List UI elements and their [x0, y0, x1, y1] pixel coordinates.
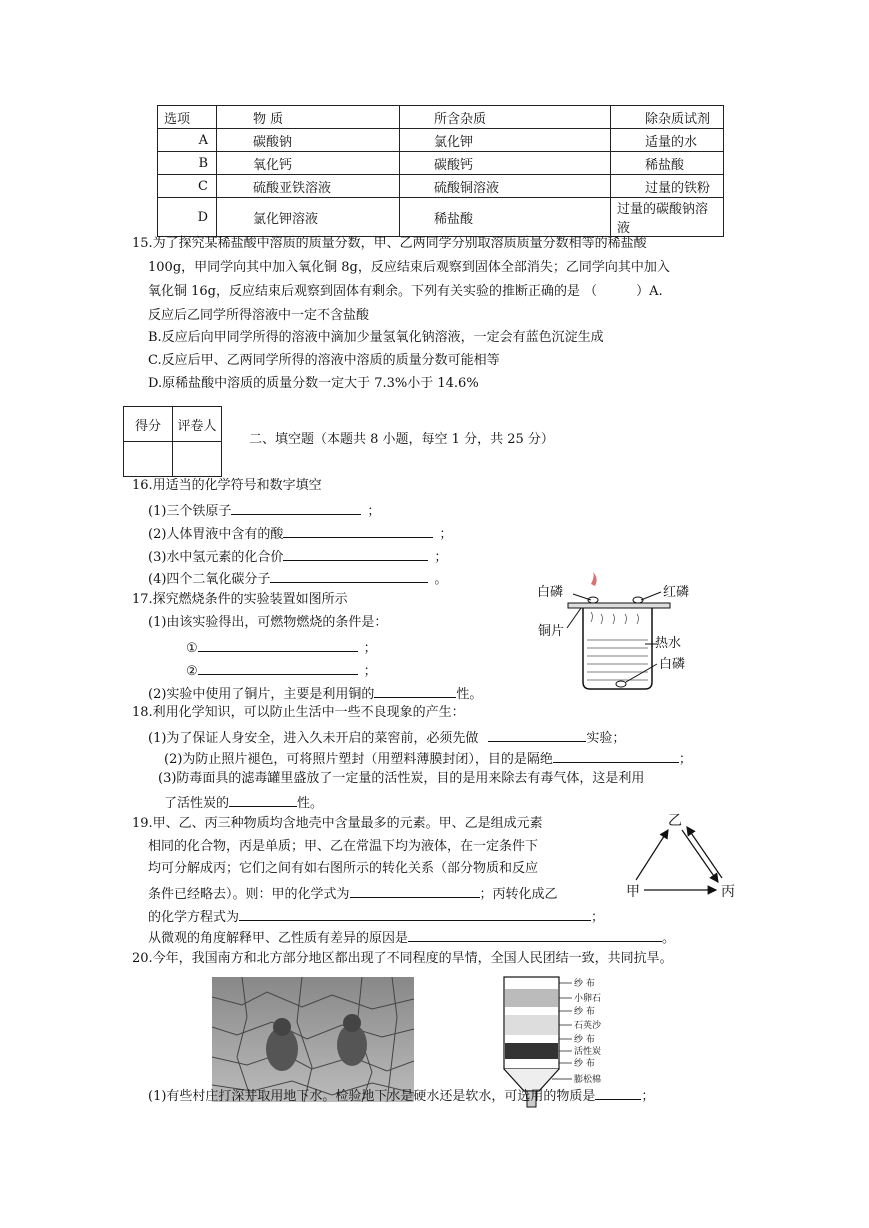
combustion-apparatus-figure [533, 572, 713, 697]
table-cell: 氯化钾 [400, 129, 611, 152]
label-red-p: 红磷 [663, 585, 690, 600]
table-header-cell: 物 质 [217, 106, 400, 129]
semicolon: ； [367, 504, 381, 519]
pebble-layer [505, 989, 558, 1007]
q18-part3: (3)防毒面具的滤毒罐里盛放了一定量的活性炭，目的是用来除去有毒气体，这是利用 [158, 771, 645, 786]
table-cell: 氧化钙 [217, 152, 400, 175]
semicolon: ； [439, 527, 453, 542]
node-jia: 甲 [626, 884, 640, 900]
arrow-bing-to-yi [687, 827, 722, 878]
table-header-row [158, 106, 724, 129]
table-cell: 氯化钾溶液 [217, 198, 400, 237]
filter-label: 膨松棉 [574, 1075, 602, 1085]
leader-line [573, 594, 591, 600]
beaker [583, 608, 652, 689]
q19-line5-text: 的化学方程式为 [148, 910, 240, 925]
label-white-p-bottom: 白磷 [659, 657, 686, 672]
q19-line6-suffix: 。 [662, 931, 676, 946]
answer-blank[interactable] [350, 885, 480, 898]
q18-part2-suffix: ； [678, 752, 692, 767]
arrow-jia-to-yi [636, 830, 668, 880]
table-cell: D [158, 198, 217, 237]
white-phosphorus-bottom [616, 681, 626, 687]
filter-label: 纱 布 [574, 1059, 595, 1069]
q19-line4-text: 条件已经略去）。则：甲的化学式为 [148, 887, 350, 902]
q16-part2 [148, 525, 452, 541]
score-box [123, 406, 222, 477]
q20-stem: 20.今年，我国南方和北方部分地区都出现了不同程度的旱情，全国人民团结一致，共同抗旱。 [132, 951, 673, 966]
leader-line [641, 592, 661, 600]
drought-photo [212, 977, 414, 1102]
q16-part3 [148, 548, 447, 564]
score-blank [124, 442, 173, 477]
q19-line6-text: 从微观的角度解释甲、乙性质有差异的原因是 [148, 931, 409, 946]
table-header-cell: 选项 [158, 106, 217, 129]
filter-label: 纱 布 [574, 1035, 595, 1045]
filter-label: 纱 布 [574, 1007, 595, 1017]
q19-line3: 均可分解成丙；它们之间有如右图所示的转化关系（部分物质和反应 [148, 861, 539, 876]
arrow-yi-to-bing [682, 830, 718, 882]
table-row [158, 152, 724, 175]
table-cell: 稀盐酸 [611, 152, 724, 175]
circle-1: ① [186, 641, 198, 656]
table-cell: 适量的水 [611, 129, 724, 152]
answer-blank[interactable] [198, 639, 358, 652]
label-white-p-top: 白磷 [537, 585, 564, 600]
answer-blank[interactable] [488, 729, 586, 742]
q20-part1-text: (1)有些村庄打深井取用地下水。检验地下水是硬水还是软水，可选用的物质是 [148, 1089, 596, 1104]
q17-part2-suffix: 性。 [456, 687, 483, 702]
q18-part1-text: (1)为了保证人身安全，进入久未开启的菜窖前，必须先做 [148, 731, 479, 746]
filter-label: 活性炭 [574, 1047, 602, 1057]
label-copper: 铜片 [538, 624, 565, 639]
table-cell: 碳酸钙 [400, 152, 611, 175]
section-title: 二、填空题（本题共 8 小题，每空 1 分，共 25 分） [249, 432, 554, 447]
q18-part2 [164, 750, 692, 766]
grader-label: 评卷人 [173, 407, 222, 442]
q20-part1 [148, 1087, 654, 1103]
filter-label: 纱 布 [574, 979, 595, 989]
q15-line1: 15.为了探究某稀盐酸中溶质的质量分数，甲、乙两同学分别取溶质质量分数相等的稀盐酸 [132, 236, 647, 251]
q15-line4: 反应后乙同学所得溶液中一定不含盐酸 [148, 308, 370, 323]
q15-option-c: C.反应后甲、乙两同学所得的溶液中溶质的质量分数可能相等 [148, 353, 500, 368]
q20-part1-suffix: ； [641, 1089, 655, 1104]
q19-line5-suffix: ； [591, 910, 605, 925]
answer-blank[interactable] [239, 908, 591, 921]
label-hot-water: 热水 [655, 636, 682, 651]
table-cell: 过量的铁粉 [611, 175, 724, 198]
q15-option-d: D.原稀盐酸中溶质的质量分数一定大于 7.3%小于 14.6% [148, 376, 479, 391]
q18-part1 [148, 729, 625, 745]
semicolon: ； [363, 641, 377, 656]
q18-part3-suffix: 性。 [297, 796, 324, 811]
q18-part3-cont [164, 794, 323, 810]
semicolon: ； [363, 664, 377, 679]
answer-blank[interactable] [553, 750, 679, 763]
circle-2: ② [186, 664, 198, 679]
answer-blank[interactable] [408, 929, 662, 942]
answer-blank[interactable] [231, 502, 361, 515]
copper-plate [568, 603, 670, 608]
q17-part2-text: (2)实验中使用了铜片，主要是利用铜的 [148, 687, 375, 702]
answer-blank[interactable] [283, 525, 433, 538]
answer-blank[interactable] [595, 1087, 641, 1100]
q16-part2-text: (2)人体胃液中含有的酸 [148, 527, 284, 542]
q17-stem: 17.探究燃烧条件的实验装置如图所示 [132, 592, 348, 607]
q16-part1-text: (1)三个铁原子 [148, 504, 232, 519]
semicolon: ； [434, 550, 448, 565]
table-cell: 硫酸铜溶液 [400, 175, 611, 198]
table-cell: 稀盐酸 [400, 198, 611, 237]
q19-line4-suffix: ；丙转化成乙 [479, 887, 558, 902]
q16-part1 [148, 502, 380, 518]
q18-stem: 18.利用化学知识，可以防止生活中一些不良现象的产生： [132, 705, 465, 720]
node-yi: 乙 [668, 813, 682, 829]
q15-option-b: B.反应后向甲同学所得的溶液中滴加少量氢氧化钠溶液，一定会有蓝色沉淀生成 [148, 330, 604, 345]
answer-blank[interactable] [229, 794, 297, 807]
q17-part2 [148, 685, 482, 701]
steam-lines [591, 612, 639, 624]
q17-part1: (1)由该实验得出，可燃物燃烧的条件是： [148, 615, 388, 630]
table-cell: B [158, 152, 217, 175]
answer-blank[interactable] [283, 548, 428, 561]
q17-condition2 [186, 662, 377, 678]
sand-layer [505, 1015, 558, 1035]
table-row [158, 175, 724, 198]
q18-part2-text: (2)为防止照片褪色，可将照片塑封（用塑料薄膜封闭），目的是隔绝 [164, 752, 553, 767]
table-cell: 碳酸钠 [217, 129, 400, 152]
q16-stem: 16.用适当的化学符号和数字填空 [132, 478, 322, 493]
carbon-layer [505, 1043, 558, 1059]
flame-icon [591, 572, 597, 586]
q15-line2: 100g，甲同学向其中加入氧化铜 8g，反应结束后观察到固体全部消失；乙同学向其中加入 [148, 260, 670, 275]
q17-condition1 [186, 639, 377, 655]
table-cell: A [158, 129, 217, 152]
table-cell: 硫酸亚铁溶液 [217, 175, 400, 198]
filter-label: 小卵石 [574, 994, 602, 1004]
q18-part3-text: 了活性炭的 [164, 796, 230, 811]
q16-part4 [148, 570, 447, 586]
q18-part1-suffix: 实验； [586, 731, 626, 746]
table-row [158, 129, 724, 152]
transformation-diagram [624, 808, 744, 900]
q16-part3-text: (3)水中氢元素的化合价 [148, 550, 284, 565]
answer-blank[interactable] [198, 662, 358, 675]
q19-line2: 相同的化合物，丙是单质；甲、乙在常温下均为液体，在一定条件下 [148, 839, 539, 854]
q15-line3: 氧化铜 16g，反应结束后观察到固体有剩余。下列有关实验的推断正确的是 （ ）A. [148, 284, 663, 299]
leader-line [567, 608, 581, 628]
grader-blank [173, 442, 222, 477]
table-header-cell: 所含杂质 [400, 106, 611, 129]
period: 。 [434, 572, 448, 587]
answer-blank[interactable] [374, 685, 456, 698]
filter-label: 石英沙 [574, 1021, 602, 1031]
q19-line6 [148, 929, 675, 945]
node-bing: 丙 [721, 884, 735, 900]
table-header-cell: 除杂质试剂 [611, 106, 724, 129]
table-row [158, 198, 724, 237]
q19-line4 [148, 885, 558, 901]
table-cell: 过量的碳酸钠溶液 [611, 198, 724, 237]
table-cell: C [158, 175, 217, 198]
options-table [157, 105, 724, 237]
q19-line1: 19.甲、乙、丙三种物质均含地壳中含量最多的元素。甲、乙是组成元素 [132, 816, 543, 831]
answer-blank[interactable] [270, 570, 428, 583]
score-label: 得分 [124, 407, 173, 442]
q19-line5 [148, 908, 604, 924]
q16-part4-text: (4)四个二氧化碳分子 [148, 572, 271, 587]
